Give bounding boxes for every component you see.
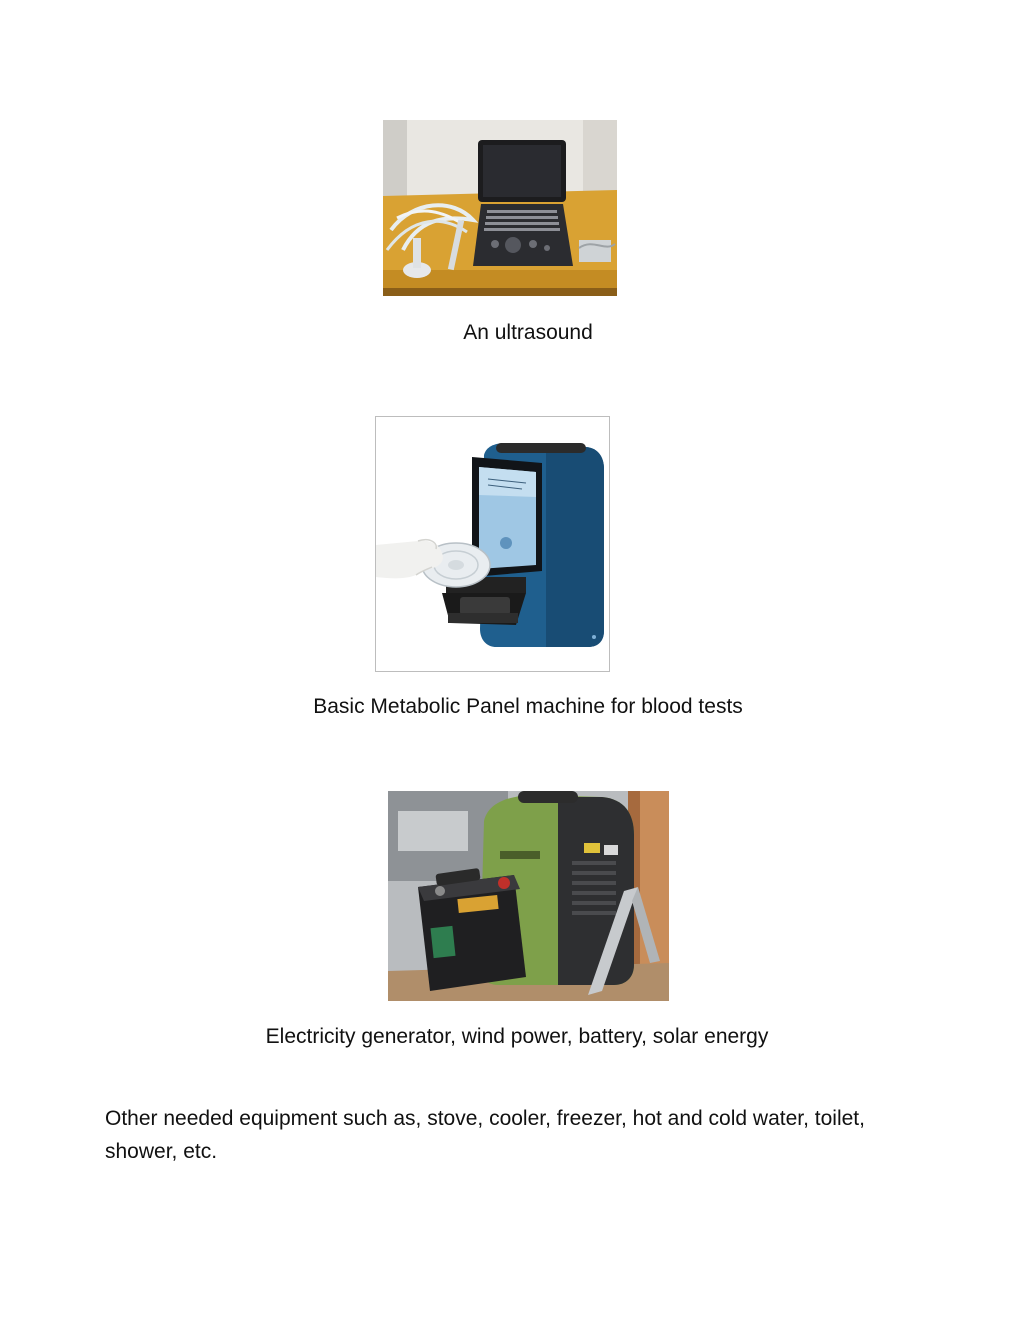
ultrasound-device-photo-icon bbox=[383, 120, 617, 296]
blood-analyzer-photo-icon bbox=[376, 417, 609, 671]
equipment-paragraph: Other needed equipment such as, stove, cooler, freezer, hot and cold water, toilet, shower, etc. bbox=[105, 1107, 865, 1163]
metabolic-panel-caption: Basic Metabolic Panel machine for blood tests bbox=[313, 695, 743, 718]
metabolic-panel-photo bbox=[375, 416, 610, 672]
generator-caption: Electricity generator, wind power, battery, solar energy bbox=[265, 1025, 769, 1048]
generator-photo bbox=[388, 791, 669, 1001]
ultrasound-photo bbox=[383, 120, 617, 296]
generator-and-battery-photo-icon bbox=[388, 791, 669, 1001]
ultrasound-caption: An ultrasound bbox=[463, 321, 593, 344]
